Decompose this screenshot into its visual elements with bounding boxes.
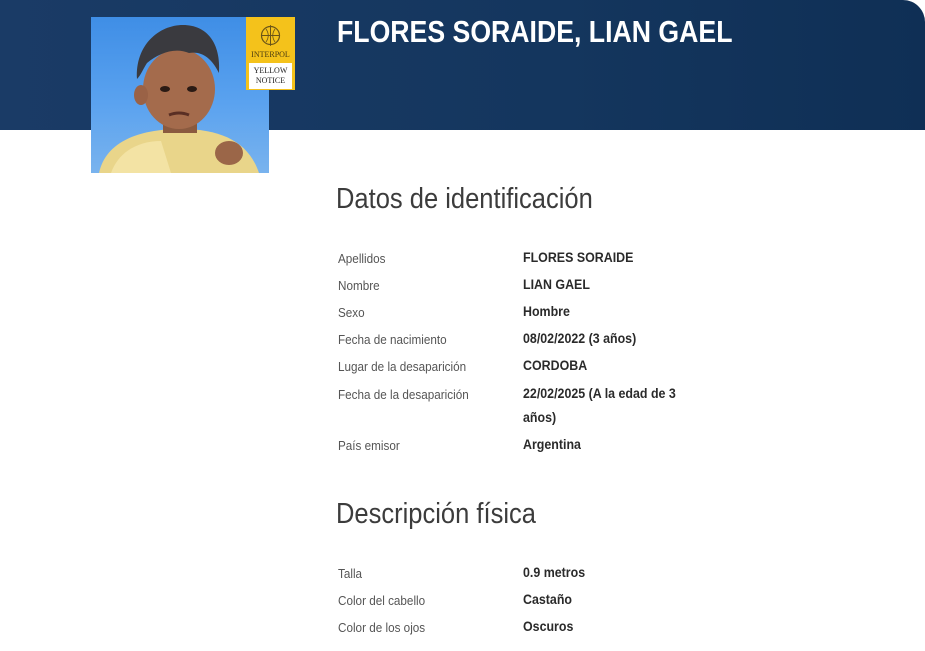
- interpol-yellow-notice-badge: [246, 17, 295, 90]
- field-value: FLORES SORAIDE: [523, 250, 634, 265]
- badge-notice-line1: YELLOW: [253, 66, 288, 75]
- field-value-line: años): [523, 410, 557, 425]
- field-label: Fecha de la desaparición: [338, 387, 469, 402]
- field-label: Nombre: [338, 278, 380, 293]
- field-label: Fecha de nacimiento: [338, 332, 447, 347]
- interpol-emblem-icon: [258, 23, 283, 48]
- field-value: Hombre: [523, 304, 570, 319]
- field-value: [523, 382, 676, 430]
- field-label: Apellidos: [338, 251, 386, 266]
- field-value: Argentina: [523, 437, 581, 452]
- person-photo: [91, 17, 269, 173]
- field-value: Castaño: [523, 592, 573, 607]
- badge-org-label: INTERPOL: [251, 50, 290, 59]
- physical-heading: Descripción física: [336, 498, 536, 530]
- field-value: 08/02/2022 (3 años): [523, 331, 637, 346]
- field-value: LIAN GAEL: [523, 277, 590, 292]
- field-value: 0.9 metros: [523, 565, 586, 580]
- badge-notice-label: [249, 63, 292, 89]
- field-label: Color del cabello: [338, 593, 426, 608]
- field-label: País emisor: [338, 438, 400, 453]
- field-label: Color de los ojos: [338, 620, 426, 635]
- field-label: Talla: [338, 566, 363, 581]
- field-label: Lugar de la desaparición: [338, 359, 467, 374]
- field-value-line: 22/02/2025 (A la edad de 3: [523, 386, 676, 401]
- field-label: Sexo: [338, 305, 365, 320]
- field-value: Oscuros: [523, 619, 574, 634]
- identification-heading: Datos de identificación: [336, 183, 593, 215]
- field-value: CORDOBA: [523, 358, 588, 373]
- page-title: FLORES SORAIDE, LIAN GAEL: [337, 14, 733, 49]
- badge-notice-line2: NOTICE: [255, 76, 286, 85]
